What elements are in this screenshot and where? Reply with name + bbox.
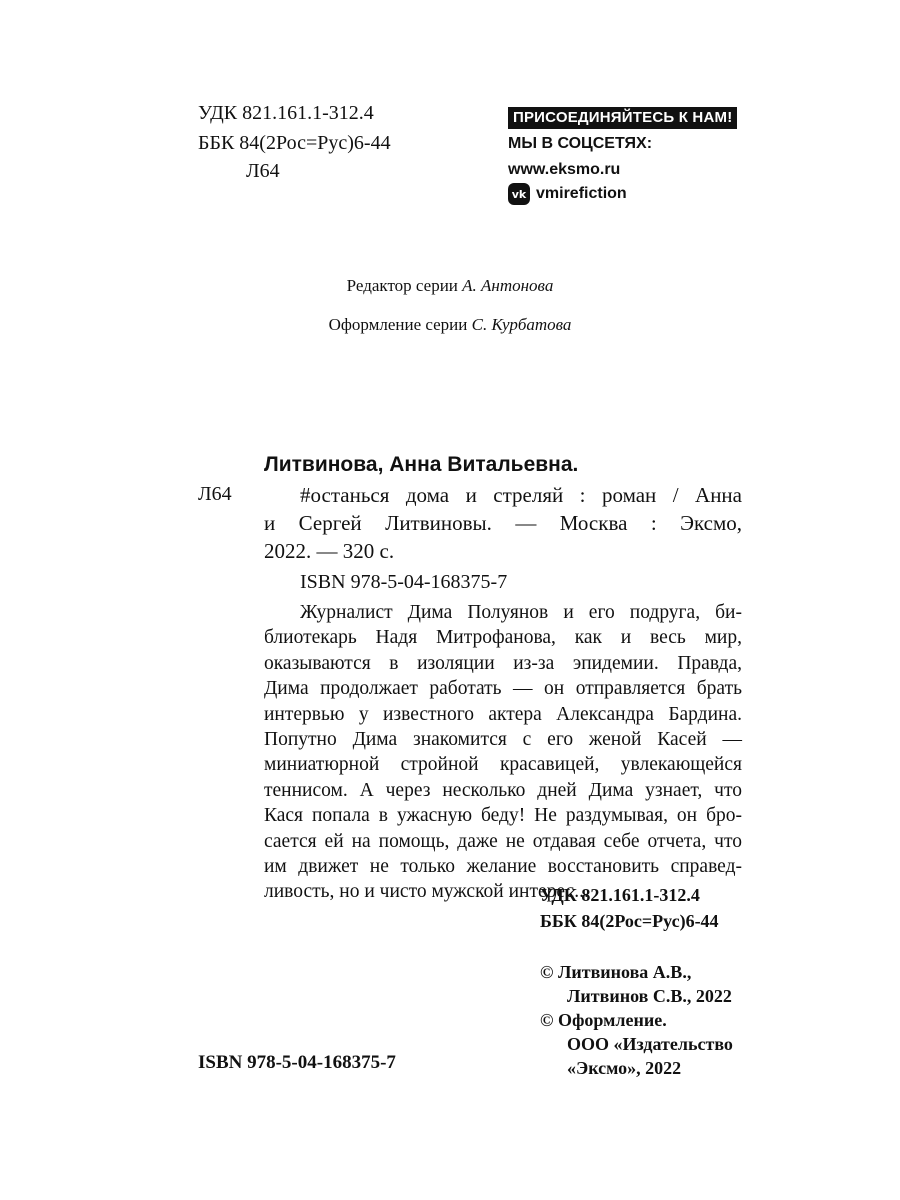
record-author-sign: Л64 xyxy=(198,483,232,505)
annotation-line: теннисом. А через несколько дней Дима узнает, что xyxy=(264,779,742,801)
annotation-line: им движет не только желание восстановить справед- xyxy=(264,856,742,878)
annotation-line: Дима продолжает работать — он отправляется брать xyxy=(264,678,742,700)
author-sign-top: Л64 xyxy=(246,160,280,182)
website-link: www.eksmo.ru xyxy=(508,161,621,178)
annotation-line: Попутно Дима знакомится с его женой Касей — xyxy=(264,729,742,751)
series-editor-label: Редактор серии xyxy=(346,276,458,295)
annotation-line: Кася попала в ужасную беду! Не раздумывая, он бро- xyxy=(264,805,742,827)
join-us-banner: ПРИСОЕДИНЯЙТЕСЬ К НАМ! xyxy=(508,107,737,129)
annotation-line: миниатюрной стройной красавицей, увлекающейся xyxy=(264,754,742,776)
copyright-publisher-year: «Эксмо», 2022 xyxy=(567,1058,682,1078)
annotation-line: Журналист Дима Полуянов и его подруга, би- xyxy=(300,602,742,623)
copyright-authors-cont: Литвинов С.В., 2022 xyxy=(567,986,732,1006)
record-line: 2022. — 320 с. xyxy=(264,539,395,563)
annotation xyxy=(264,600,742,905)
annotation-line: сается ей на помощь, даже не отдавая себе отчета, что xyxy=(264,830,742,852)
vk-icon: vk xyxy=(508,183,530,205)
udk-code-bottom: УДК 821.161.1-312.4 xyxy=(540,885,700,905)
udk-code-top: УДК 821.161.1-312.4 xyxy=(198,102,374,124)
series-editor-name: А. Антонова xyxy=(462,276,554,295)
annotation-line: ливость, но и чисто мужской интерес... xyxy=(264,881,589,903)
copyright-publisher: ООО «Издательство xyxy=(567,1034,733,1054)
record-author: Литвинова, Анна Витальевна. xyxy=(264,453,579,476)
series-design-label: Оформление серии xyxy=(328,315,468,334)
series-editor-line xyxy=(0,276,900,296)
bbk-code-bottom: ББК 84(2Рос=Рус)6-44 xyxy=(540,911,719,931)
copyright-authors: © Литвинова А.В., xyxy=(540,962,692,982)
bbk-code-top: ББК 84(2Рос=Рус)6-44 xyxy=(198,132,391,154)
record-line: #останься дома и стреляй : роман / Анна xyxy=(300,483,742,507)
annotation-line: оказываются в изоляции из-за эпидемии. Правда, xyxy=(264,652,742,674)
annotation-line: блиотекарь Надя Митрофанова, как и весь мир, xyxy=(264,627,742,649)
vk-row xyxy=(508,183,627,205)
copyright-design: © Оформление. xyxy=(540,1010,667,1030)
series-design-line xyxy=(0,315,900,335)
social-title: МЫ В СОЦСЕТЯХ: xyxy=(508,135,653,152)
vk-handle: vmirefiction xyxy=(536,185,627,202)
record-line: и Сергей Литвиновы. — Москва : Эксмо, xyxy=(264,511,742,535)
record-description xyxy=(264,481,742,565)
isbn-bottom: ISBN 978-5-04-168375-7 xyxy=(198,1052,396,1073)
series-design-name: С. Курбатова xyxy=(471,315,572,334)
record-isbn: ISBN 978-5-04-168375-7 xyxy=(300,571,508,593)
annotation-line: интервью у известного актера Александра Бардина. xyxy=(264,703,742,725)
